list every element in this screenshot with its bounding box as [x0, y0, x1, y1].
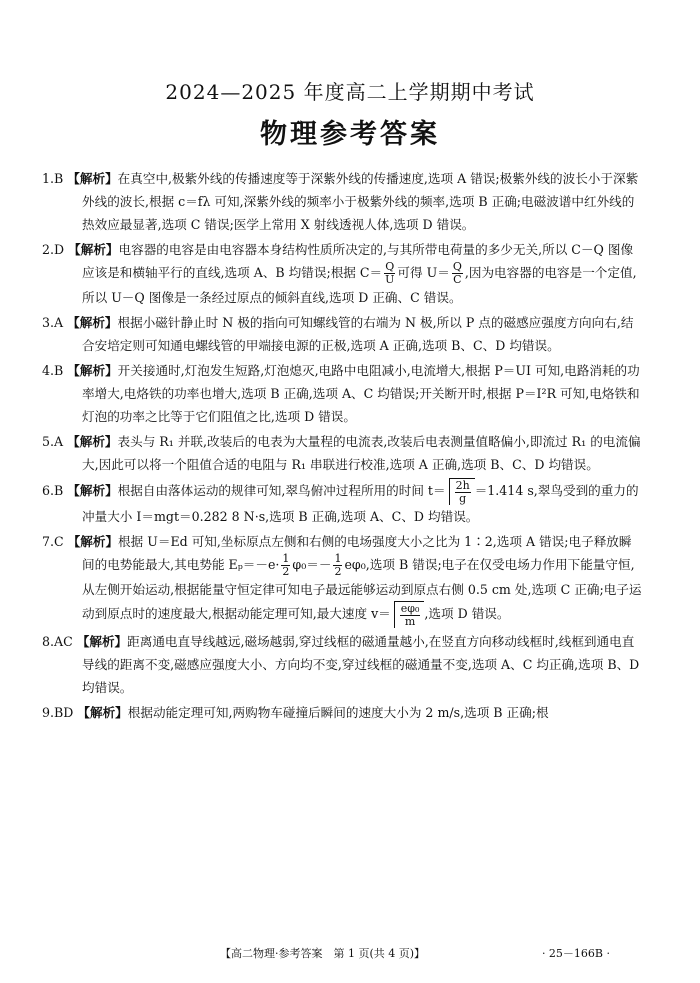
answer-7: 7.C 【解析】根据 U＝Ed 可知,坐标原点左侧和右侧的电场强度大小之比为 1∶2,选项 A 错误;电子释放瞬间的电势能最大,其电势能 Eₚ＝－e· $\frac{1}{2}$ φ₀＝－ $\frac{1}{2}$ eφ₀,选项 B 错误;电子在仅受电场力作用下能量守恒,从左侧开始运动,根据能量守恒定律可知电子最远能够运动到原点右侧 0.5 cm 处,选项 C 正确;电子运动到原点时的速度最大,根据动能定理可知,最大速度 v＝ $\frac{\text{eφ₀}}{m}$ ,选项 D 错误。 [42, 534, 642, 628]
answer-3: 3.A 【解析】根据小磁针静止时 N 极的指向可知螺线管的右端为 N 极,所以 P 点的磁感应强度方向向右,结合安培定则可知通电螺线管的甲端接电源的正极,选项 A 正确,选项 B、C、D 均错误。 [42, 315, 634, 353]
footer-code: · 25－166B · [541, 947, 610, 960]
sqrt-2h-over-g: $\frac{2h}{g}$ [449, 478, 475, 505]
answer-6: 6.B 【解析】根据自由落体运动的规律可知,翠鸟俯冲过程所用的时间 t＝ $\frac{2h}{g}$ ＝1.414 s,翠鸟受到的重力的冲量大小 I＝mgt＝0.282 8 N·s,选项 B 正确,选项 A、C、D 均错误。 [42, 479, 639, 524]
answer-5: 5.A 【解析】表头与 R₁ 并联,改装后的电表为大量程的电流表,改装后电表测量值略偏小,即流过 R₁ 的电流偏大,因此可以将一个阻值合适的电阻与 R₁ 串联进行校准,选项 A 正确,选项 B、C、D 均错误。 [42, 434, 641, 472]
fraction-q-over-u: $\frac{Q}{U}$ [385, 260, 395, 286]
fraction-one-half: $\frac{1}{2}$ [282, 552, 290, 578]
answer-title: 物理参考答案 [260, 119, 440, 150]
answer-2: 2.D 【解析】电容器的电容是由电容器本身结构性质所决定的,与其所带电荷量的多少无关,所以 C－Q 图像应该是和横轴平行的直线,选项 A、B 均错误;根据 C＝ $\frac{Q}{U}$ 可得 U＝ $\frac{Q}{C}$ ,因为电容器的电容是一个定值,所以 U－Q 图像是一条经过原点的倾斜直线,选项 D 正确、C 错误。 [42, 242, 637, 305]
fraction-q-over-c: $\frac{Q}{C}$ [452, 260, 462, 286]
answer-1: 1.B 【解析】在真空中,极紫外线的传播速度等于深紫外线的传播速度,选项 A 错误;极紫外线的波长小于深紫外线的波长,根据 c＝fλ 可知,深紫外线的频率小于极紫外线的频率,选项 B 正确;电磁波谱中红外线的热效应最显著,选项 C 错误;医学上常用 X 射线透视人体,选项 D 错误。 [42, 171, 639, 232]
sqrt-ephi-over-m: $\frac{\text{eφ₀}}{m}$ [394, 601, 425, 628]
answers-body [42, 167, 642, 726]
answer-4: 4.B 【解析】开关接通时,灯泡发生短路,灯泡熄灭,电路中电阻减小,电流增大,根据 P＝UI 可知,电路消耗的功率增大,电烙铁的功率也增大,选项 B 正确,选项 A、C 均错误;开关断开时,根据 P＝I²R 可知,电烙铁和灯泡的功率之比等于它们阻值之比,选项 D 错误。 [42, 363, 640, 424]
answer-9: 9.BD 【解析】根据动能定理可知,两购物车碰撞后瞬间的速度大小为 2 m/s,选项 B 正确;根 [42, 705, 549, 720]
answer-8: 8.AC 【解析】距离通电直导线越远,磁场越弱,穿过线框的磁通量越小,在竖直方向移动线框时,线框到通电直导线的距离不变,磁感应强度大小、方向均不变,穿过线框的磁通量不变,选项 A、C 均正确,选项 B、D 均错误。 [42, 634, 640, 695]
exam-title: 2024—2025 年度高二上学期期中考试 [165, 80, 535, 104]
fraction-one-half-2: $\frac{1}{2}$ [334, 552, 342, 578]
footer-page-info: 【高二物理·参考答案 第 1 页(共 4 页)】 [220, 947, 426, 960]
